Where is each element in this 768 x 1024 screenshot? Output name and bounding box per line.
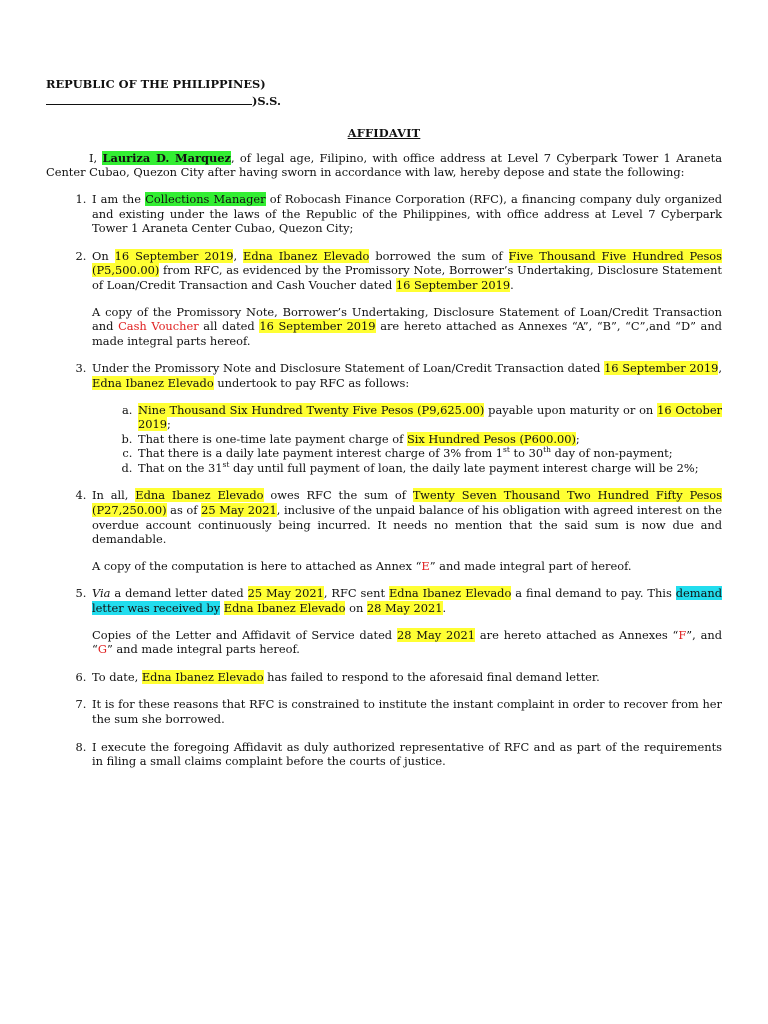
p3-borrower: Edna Ibanez Elevado bbox=[92, 375, 214, 390]
term-a-end: ; bbox=[167, 417, 171, 432]
p6-post: has failed to respond to the aforesaid final demand letter. bbox=[263, 669, 600, 684]
p3-date: 16 September 2019 bbox=[604, 361, 719, 376]
annex-date: 16 September 2019 bbox=[259, 319, 376, 334]
p5-mid3: on bbox=[345, 601, 367, 616]
received-by-text: demand letter was received by bbox=[92, 586, 722, 616]
paragraph-5 bbox=[90, 586, 722, 656]
p4-sub-post: ” and made integral part of hereof. bbox=[429, 558, 632, 573]
p6-borrower: Edna Ibanez Elevado bbox=[141, 669, 264, 684]
p4-borrower: Edna Ibanez Elevado bbox=[135, 488, 264, 503]
term-d-post: day until full payment of loan, the daily late payment interest charge will be 2%; bbox=[229, 460, 699, 475]
p4-annex-paragraph bbox=[92, 559, 722, 574]
intro-paragraph bbox=[46, 151, 722, 180]
voucher-date: 16 September 2019 bbox=[395, 277, 511, 292]
p5-end: . bbox=[442, 601, 447, 616]
p4-mid2: as of bbox=[166, 503, 202, 518]
term-d bbox=[136, 461, 722, 476]
paragraph-4 bbox=[90, 488, 722, 573]
term-b-end: ; bbox=[575, 431, 580, 446]
p5-borrower: Edna Ibanez Elevado bbox=[388, 586, 512, 601]
demand-letter-date: 25 May 2021 bbox=[247, 586, 324, 601]
venue-block bbox=[46, 77, 722, 108]
term-c-sup1: st bbox=[503, 445, 510, 455]
term-c bbox=[136, 446, 722, 461]
borrower-name: Edna Ibanez Elevado bbox=[243, 248, 370, 263]
p1-post: of Robocash Finance Corporation (RFC), a financing company duly organized and existing under the laws of the Republic of the Philippines, with office address at Level 7 Cyberpark Tower 1 Araneta Center Cubao, Quezon City; bbox=[92, 191, 723, 236]
late-charge-amount: Six Hundred Pesos (P600.00) bbox=[406, 431, 576, 446]
annex-e: E bbox=[421, 558, 430, 573]
p5-annex-paragraph bbox=[92, 628, 722, 657]
total-owed-amount: Twenty Seven Thousand Two Hundred Fifty Pesos (P27,250.00) bbox=[92, 488, 723, 518]
paragraph-2 bbox=[90, 249, 722, 349]
venue-ss-line bbox=[46, 92, 722, 109]
p4-mid1: owes RFC the sum of bbox=[263, 488, 413, 503]
term-c-post: day of non-payment; bbox=[550, 446, 673, 461]
affiant-name: Lauriza D. Marquez bbox=[102, 150, 231, 165]
p2-annex-paragraph bbox=[92, 305, 722, 349]
paragraph-7: 7. It is for these reasons that RFC is constrained to institute the instant complaint in order to recover from her the sum she borrowed. bbox=[90, 697, 722, 726]
p3-sep: , bbox=[718, 361, 722, 376]
term-b bbox=[136, 432, 722, 447]
p5-sub-pre: Copies of the Letter and Affidavit of Service dated bbox=[92, 627, 397, 642]
term-c-sup2: th bbox=[543, 445, 551, 455]
p5-sub-mid2: ”, and “ bbox=[92, 627, 722, 657]
venue-blank-line bbox=[46, 92, 252, 105]
p2-pre: On bbox=[92, 248, 115, 263]
p2-sub-mid: all dated bbox=[198, 319, 260, 334]
document-title: AFFIDAVIT bbox=[347, 126, 421, 141]
p2-sub-post: are hereto attached as Annexes “A”, “B”, “C”,and “D” and made integral parts hereof. bbox=[92, 319, 722, 348]
p2-end: . bbox=[510, 277, 514, 292]
p2-main bbox=[92, 249, 722, 293]
p2-sub-pre: A copy of the Promissory Note, Borrower’s Undertaking, Disclosure Statement of Loan/Credit Transaction and bbox=[92, 304, 722, 334]
p5-sub-mid1: are hereto attached as Annexes “ bbox=[475, 627, 679, 642]
loan-date: 16 September 2019 bbox=[114, 248, 234, 263]
p1-pre: I am the bbox=[92, 191, 146, 206]
cash-voucher-text: Cash Voucher bbox=[118, 319, 199, 334]
p2-sep: , bbox=[233, 248, 244, 263]
service-date: 28 May 2021 bbox=[396, 627, 476, 642]
p2-mid2: from RFC, as evidenced by the Promissory Note, Borrower’s Undertaking, Disclosure Statement of Loan/Credit Transaction and Cash Voucher dated bbox=[92, 263, 722, 292]
p6-pre: To date, bbox=[92, 669, 142, 684]
as-of-date: 25 May 2021 bbox=[201, 503, 277, 518]
p2-mid1: borrowed the sum of bbox=[369, 248, 509, 263]
p4-pre: In all, bbox=[92, 488, 136, 503]
term-b-pre: That there is one-time late payment charge of bbox=[138, 431, 407, 446]
p5-main bbox=[92, 586, 722, 615]
term-d-pre: That on the 31 bbox=[138, 460, 223, 475]
maturity-date: 16 October 2019 bbox=[138, 402, 722, 432]
maturity-amount: Nine Thousand Six Hundred Twenty Five Pesos (P9,625.00) bbox=[138, 402, 485, 417]
p4-post: , inclusive of the unpaid balance of his obligation with agreed interest on the overdue account continuously being incurred. It needs no mention that the said sum is now due and demandable. bbox=[92, 503, 723, 547]
p3-post: undertook to pay RFC as follows: bbox=[213, 375, 410, 390]
paragraph-6 bbox=[90, 670, 722, 685]
affiant-role: Collections Manager bbox=[145, 191, 266, 206]
received-date: 28 May 2021 bbox=[366, 601, 443, 616]
intro-pre: I, bbox=[89, 150, 103, 165]
p4-sub-pre: A copy of the computation is here to attached as Annex “ bbox=[92, 558, 422, 573]
numbered-paragraphs bbox=[46, 192, 722, 769]
term-a bbox=[136, 403, 722, 432]
term-c-mid: to 30 bbox=[509, 446, 544, 461]
payment-terms-list bbox=[92, 403, 722, 476]
p4-main bbox=[92, 488, 722, 546]
term-c-pre: That there is a daily late payment interest charge of 3% from 1 bbox=[138, 446, 504, 461]
p3-pre: Under the Promissory Note and Disclosure Statement of Loan/Credit Transaction dated bbox=[92, 361, 605, 376]
p3-main bbox=[92, 361, 722, 390]
p5-borrower-2: Edna Ibanez Elevado bbox=[223, 601, 346, 616]
paragraph-3 bbox=[90, 361, 722, 475]
paragraph-1 bbox=[90, 192, 722, 236]
term-a-mid: payable upon maturity or on bbox=[484, 402, 658, 417]
annex-f: F bbox=[678, 627, 687, 642]
p5-pre: a demand letter dated bbox=[110, 586, 248, 601]
annex-g: G bbox=[97, 642, 107, 657]
p5-mid1: , RFC sent bbox=[323, 586, 389, 601]
term-d-sup: st bbox=[222, 460, 230, 470]
via-word: Via bbox=[92, 586, 111, 601]
venue-ss: )S.S. bbox=[252, 93, 281, 108]
loan-amount: Five Thousand Five Hundred Pesos (P5,500.00) bbox=[92, 248, 722, 278]
p5-sub-post: ” and made integral parts hereof. bbox=[106, 642, 300, 657]
intro-post: , of legal age, Filipino, with office address at Level 7 Cyberpark Tower 1 Araneta Center Cubao, Quezon City after having sworn in accordance with law, hereby depose and state the following: bbox=[46, 150, 722, 180]
p5-mid2: a final demand to pay. This bbox=[511, 586, 676, 601]
paragraph-8: 8. I execute the foregoing Affidavit as duly authorized representative of RFC and as part of the requirements in filing a small claims complaint before the courts of justice. bbox=[90, 740, 722, 769]
venue-republic: REPUBLIC OF THE PHILIPPINES) bbox=[46, 77, 266, 91]
